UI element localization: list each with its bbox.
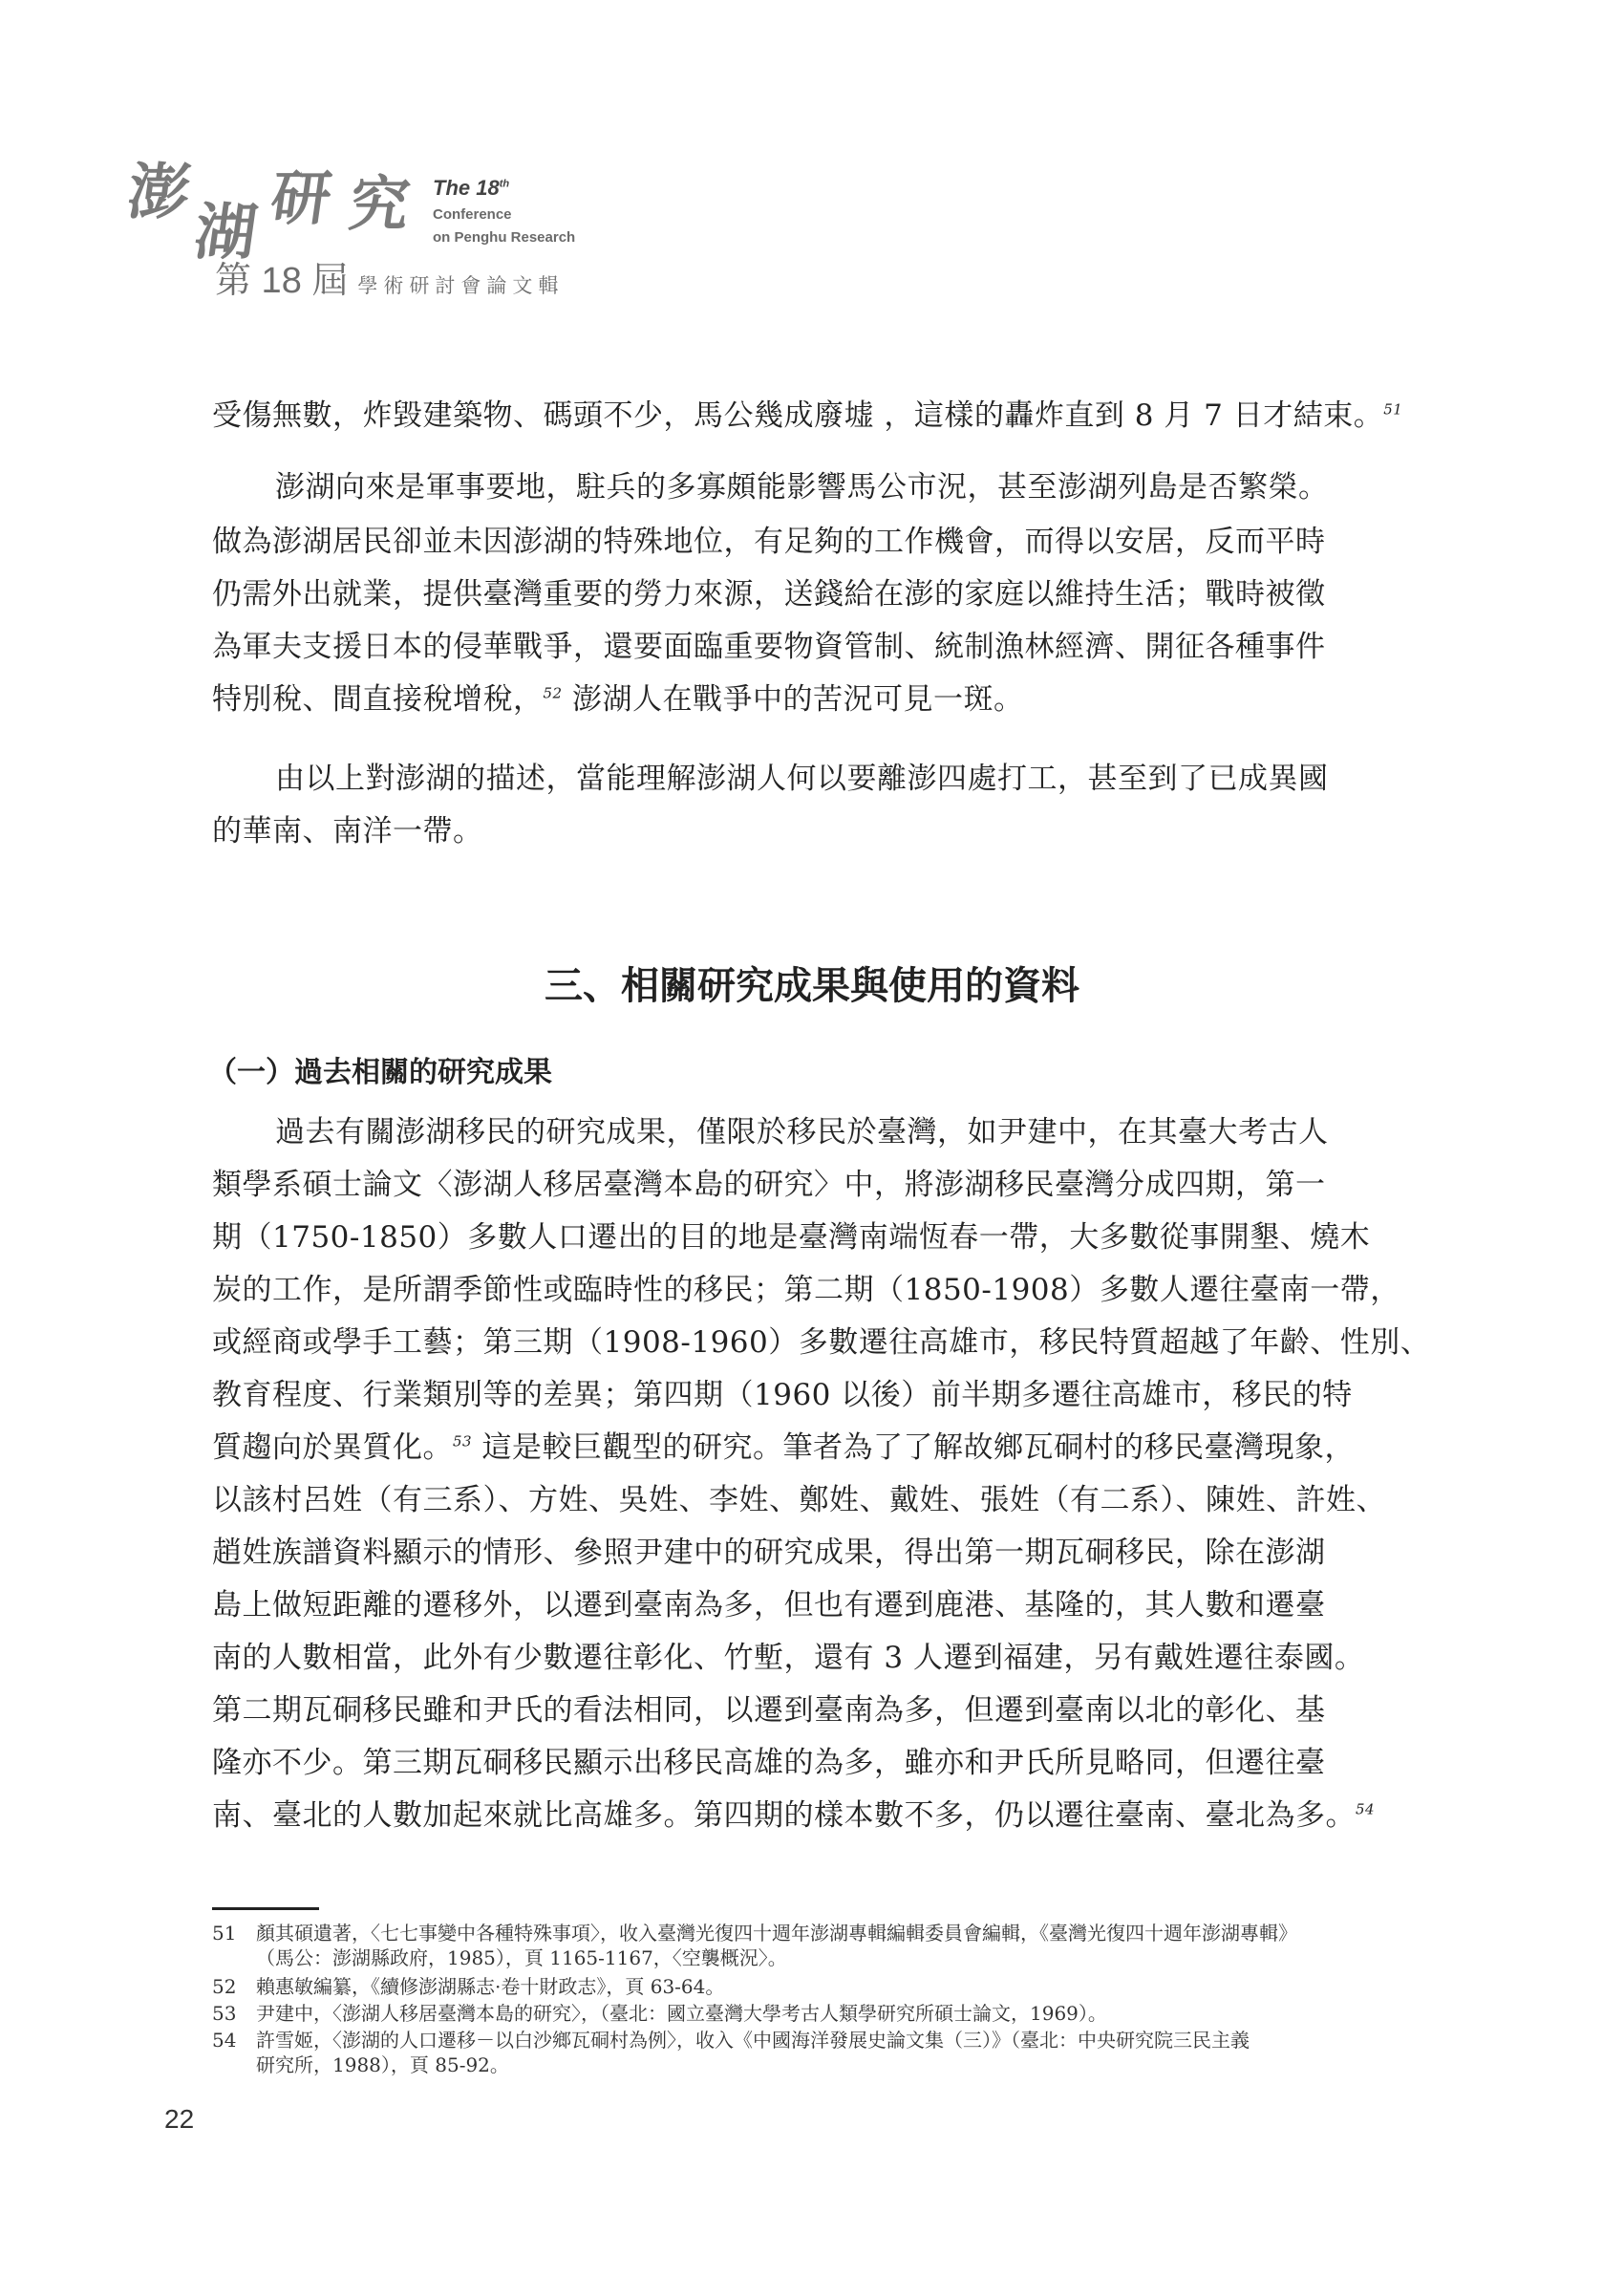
line-text: 隆亦不少。第三期瓦硐移民顯示出移民高雄的為多，雖亦和尹氏所見略同，但遷往臺 bbox=[212, 1746, 1326, 1780]
text-line bbox=[212, 1481, 1430, 1519]
text-line bbox=[275, 468, 1493, 506]
line-text: 類學系碩士論文〈澎湖人移居臺灣本島的研究〉中，將澎湖移民臺灣分成四期，第一 bbox=[212, 1168, 1326, 1202]
text-line bbox=[275, 1113, 1493, 1151]
line-text: 趙姓族譜資料顯示的情形、參照尹建中的研究成果，得出第一期瓦硐移民，除在澎湖 bbox=[212, 1536, 1326, 1570]
footnote-continuation: 研究所，1988），頁 85-92。 bbox=[256, 2053, 509, 2076]
text-line bbox=[212, 1639, 1430, 1677]
footnote-number: 53 bbox=[212, 2002, 237, 2025]
text-line bbox=[212, 1323, 1430, 1362]
section-heading: 三、相關研究成果與使用的資料 bbox=[545, 963, 1079, 1008]
footnote-ref[interactable]: 51 bbox=[1383, 400, 1403, 419]
line-text: 第二期瓦硐移民雖和尹氏的看法相同，以遷到臺南為多，但遷到臺南以北的彰化、基 bbox=[212, 1693, 1326, 1728]
footnote-item bbox=[212, 2028, 1250, 2052]
line-text: 過去有關澎湖移民的研究成果，僅限於移民於臺灣，如尹建中，在其臺大考古人 bbox=[275, 1115, 1329, 1150]
line-text: 島上做短距離的遷移外，以遷到臺南為多，但也有遷到鹿港、基隆的，其人數和遷臺 bbox=[212, 1588, 1326, 1623]
line-text: 的華南、南洋一帶。 bbox=[212, 814, 483, 849]
subsection-heading: （一）過去相關的研究成果 bbox=[208, 1056, 552, 1089]
conference-edition-english bbox=[433, 176, 509, 201]
line-text: 澎湖向來是軍事要地，駐兵的多寡頗能影響馬公市況，甚至澎湖列島是否繁榮。 bbox=[275, 470, 1329, 505]
footnote-number: 52 bbox=[212, 1975, 237, 1998]
logo-char: 研 bbox=[267, 163, 336, 233]
line-text: 期（1750-1850）多數人口遷出的目的地是臺灣南端恆春一帶，大多數從事開墾、燒木 bbox=[212, 1220, 1371, 1255]
text-line bbox=[212, 628, 1430, 666]
footnote-number: 54 bbox=[212, 2029, 237, 2052]
text-line bbox=[212, 397, 1430, 435]
english-title: The 18 bbox=[433, 176, 500, 200]
text-line bbox=[212, 1166, 1430, 1204]
line-text: 南、臺北的人數加起來就比高雄多。第四期的樣本數不多，仍以遷往臺南、臺北為多。 bbox=[212, 1798, 1356, 1833]
footnote-text: 顏其碩遺著，〈七七事變中各種特殊事項〉，收入臺灣光復四十週年澎湖專輯編輯委員會編輯，《臺灣光復四十週年澎湖專輯》 bbox=[256, 1922, 1297, 1945]
edition-label: 第 18 屆 bbox=[215, 261, 349, 301]
page-number: 22 bbox=[164, 2104, 195, 2134]
text-line bbox=[212, 812, 1430, 850]
footnote-item bbox=[212, 2001, 1107, 2026]
line-text: 南的人數相當，此外有少數遷往彰化、竹塹，還有 3 人遷到福建，另有戴姓遷往泰國。 bbox=[212, 1641, 1365, 1675]
text-line bbox=[212, 1586, 1430, 1624]
ordinal-suffix: th bbox=[499, 178, 510, 190]
line-text: 為軍夫支援日本的侵華戰爭，還要面臨重要物資管制、統制漁林經濟、開征各種事件 bbox=[212, 630, 1326, 664]
text-line bbox=[212, 1796, 1430, 1835]
footnote-text: 尹建中，〈澎湖人移居臺灣本島的研究〉，（臺北：國立臺灣大學考古人類學研究所碩士論文，1969）。 bbox=[256, 2002, 1107, 2025]
footnote-divider bbox=[212, 1907, 319, 1910]
footnote-text: 賴惠敏編纂，《續修澎湖縣志·卷十財政志》，頁 63-64。 bbox=[256, 1975, 725, 1998]
footnote-item bbox=[212, 1921, 1297, 1945]
line-text-after: 澎湖人在戰爭中的苦況可見一斑。 bbox=[562, 682, 1024, 717]
text-line bbox=[212, 1691, 1430, 1730]
text-line bbox=[275, 760, 1493, 798]
footnote-continuation: （馬公：澎湖縣政府，1985），頁 1165-1167，〈空襲概況〉。 bbox=[256, 1946, 787, 1969]
conference-subject: on Penghu Research bbox=[433, 229, 576, 246]
footnote-ref[interactable]: 53 bbox=[453, 1432, 473, 1451]
footnote-ref[interactable]: 54 bbox=[1356, 1800, 1376, 1818]
text-line bbox=[212, 1376, 1430, 1414]
line-text: 受傷無數，炸毀建築物、碼頭不少，馬公幾成廢墟 ，這樣的轟炸直到 8 月 7 日才結束。 bbox=[212, 398, 1384, 433]
text-line bbox=[212, 1534, 1430, 1572]
line-text: 以該村呂姓（有三系）、方姓、吳姓、李姓、鄭姓、戴姓、張姓（有二系）、陳姓、許姓、 bbox=[212, 1483, 1386, 1517]
line-text: 炭的工作，是所謂季節性或臨時性的移民；第二期（1850-1908）多數人遷往臺南一帶， bbox=[212, 1273, 1400, 1307]
line-text: 做為澎湖居民卻並未因澎湖的特殊地位，有足夠的工作機會，而得以安居，反而平時 bbox=[212, 525, 1326, 559]
logo-char: 究 bbox=[345, 169, 415, 239]
logo-char: 澎 bbox=[122, 157, 195, 228]
text-line bbox=[212, 1271, 1430, 1309]
line-text: 或經商或學手工藝；第三期（1908-1960）多數遷往高雄市，移民特質超越了年齡、性別、 bbox=[212, 1325, 1431, 1360]
text-line bbox=[212, 575, 1430, 613]
footnote-text: 許雪姬，〈澎湖的人口遷移－以白沙鄉瓦硐村為例〉，收入《中國海洋發展史論文集（三）》（臺北：中央研究院三民主義 bbox=[256, 2029, 1250, 2052]
footnote-ref[interactable]: 52 bbox=[543, 684, 563, 702]
journal-header bbox=[122, 143, 664, 301]
footnote-number: 51 bbox=[212, 1922, 237, 1945]
line-text: 教育程度、行業類別等的差異；第四期（1960 以後）前半期多遷往高雄市，移民的特 bbox=[212, 1378, 1353, 1412]
text-line bbox=[212, 1744, 1430, 1782]
line-text: 特別稅、間直接稅增稅， bbox=[212, 682, 544, 717]
footnote-item bbox=[212, 1974, 724, 1999]
proceedings-label: 學術研討會論文輯 bbox=[357, 275, 565, 297]
text-line bbox=[212, 523, 1430, 561]
logo-char: 湖 bbox=[189, 197, 262, 269]
chinese-subtitle bbox=[215, 250, 564, 303]
text-line bbox=[212, 1429, 1430, 1467]
text-line bbox=[212, 1218, 1430, 1257]
line-text: 質趨向於異質化。 bbox=[212, 1430, 453, 1465]
line-text-after: 這是較巨觀型的研究。筆者為了了解故鄉瓦硐村的移民臺灣現象， bbox=[472, 1430, 1355, 1465]
line-text: 仍需外出就業，提供臺灣重要的勞力來源，送錢給在澎的家庭以維持生活；戰時被徵 bbox=[212, 577, 1326, 612]
line-text: 由以上對澎湖的描述，當能理解澎湖人何以要離澎四處打工，甚至到了已成異國 bbox=[275, 762, 1329, 796]
text-line bbox=[212, 680, 1430, 719]
conference-label: Conference bbox=[433, 206, 512, 223]
